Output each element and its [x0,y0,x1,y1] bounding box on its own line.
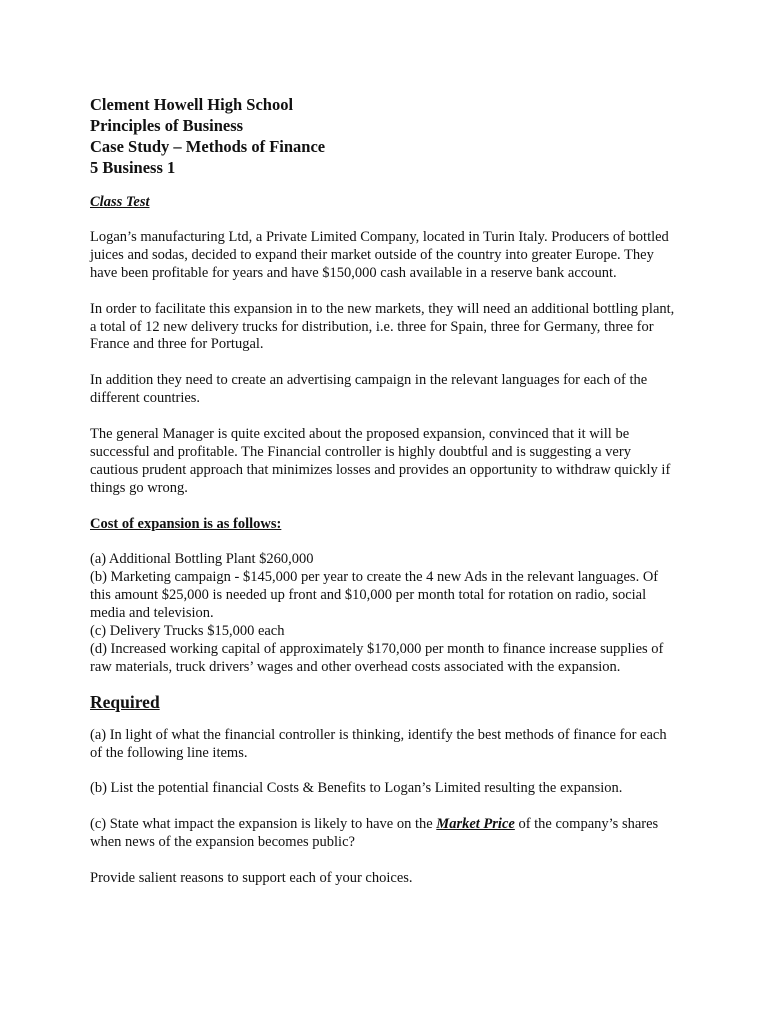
closing-instruction: Provide salient reasons to support each of your choices. [90,869,413,886]
cost-list [90,551,680,676]
paragraph-advertising: In addition they need to create an advertising campaign in the relevant languages for each of the different countries. [90,372,648,407]
question-b: (b) List the potential financial Costs & Benefits to Logan’s Limited resulting the expansion. [90,780,623,797]
paragraph-management-views: The general Manager is quite excited about the proposed expansion, convinced that it will be successful and profitable. The Financial controller is highly doubtful and is suggesting a very cautious prudent approach that minimizes losses and provides an opportunity to withdraw quickly if things go wrong. [90,425,671,496]
document-page [90,94,680,906]
cost-item-marketing: (b) Marketing campaign - $145,000 per year to create the 4 new Ads in the relevant languages. Of this amount $25,000 is needed up front and $10,000 per month total for rotation on radio, social media and television. [90,569,659,622]
question-a: (a) In light of what the financial controller is thinking, identify the best methods of finance for each of the following line items. [90,726,667,761]
school-name: Clement Howell High School [90,95,294,114]
cost-item-working-capital: (d) Increased working capital of approximately $170,000 per month to finance increase supplies of raw materials, truck drivers’ wages and other overhead costs associated with the expansion. [90,640,664,675]
market-price-emphasis: Market Price [436,816,515,833]
class-test-label: Class Test [90,194,150,210]
cost-heading: Cost of expansion is as follows: [90,516,282,533]
paragraph-expansion-needs: In order to facilitate this expansion in to the new markets, they will need an additional bottling plant, a total of 12 new delivery trucks for distribution, i.e. three for Spain, three for Germany, three for France and three for Portugal. [90,300,675,353]
cost-item-bottling-plant: (a) Additional Bottling Plant $260,000 [90,551,314,568]
question-c [90,816,680,852]
required-heading: Required [90,691,160,712]
subject-title: Principles of Business [90,116,244,135]
case-study-title: Case Study – Methods of Finance [90,137,326,156]
class-name: 5 Business 1 [90,158,176,177]
question-c-prefix: (c) State what impact the expansion is likely to have on the [90,816,437,833]
question-c-suffix: of the company’s shares when news of the expansion becomes public? [90,816,659,851]
cost-item-trucks: (c) Delivery Trucks $15,000 each [90,622,285,639]
paragraph-company-intro: Logan’s manufacturing Ltd, a Private Limited Company, located in Turin Italy. Producers of bottled juices and sodas, decided to expand their market outside of the country into greater Europe. They have been profitable for years and have $150,000 cash available in a reserve bank account. [90,229,669,281]
document-header [90,94,680,178]
